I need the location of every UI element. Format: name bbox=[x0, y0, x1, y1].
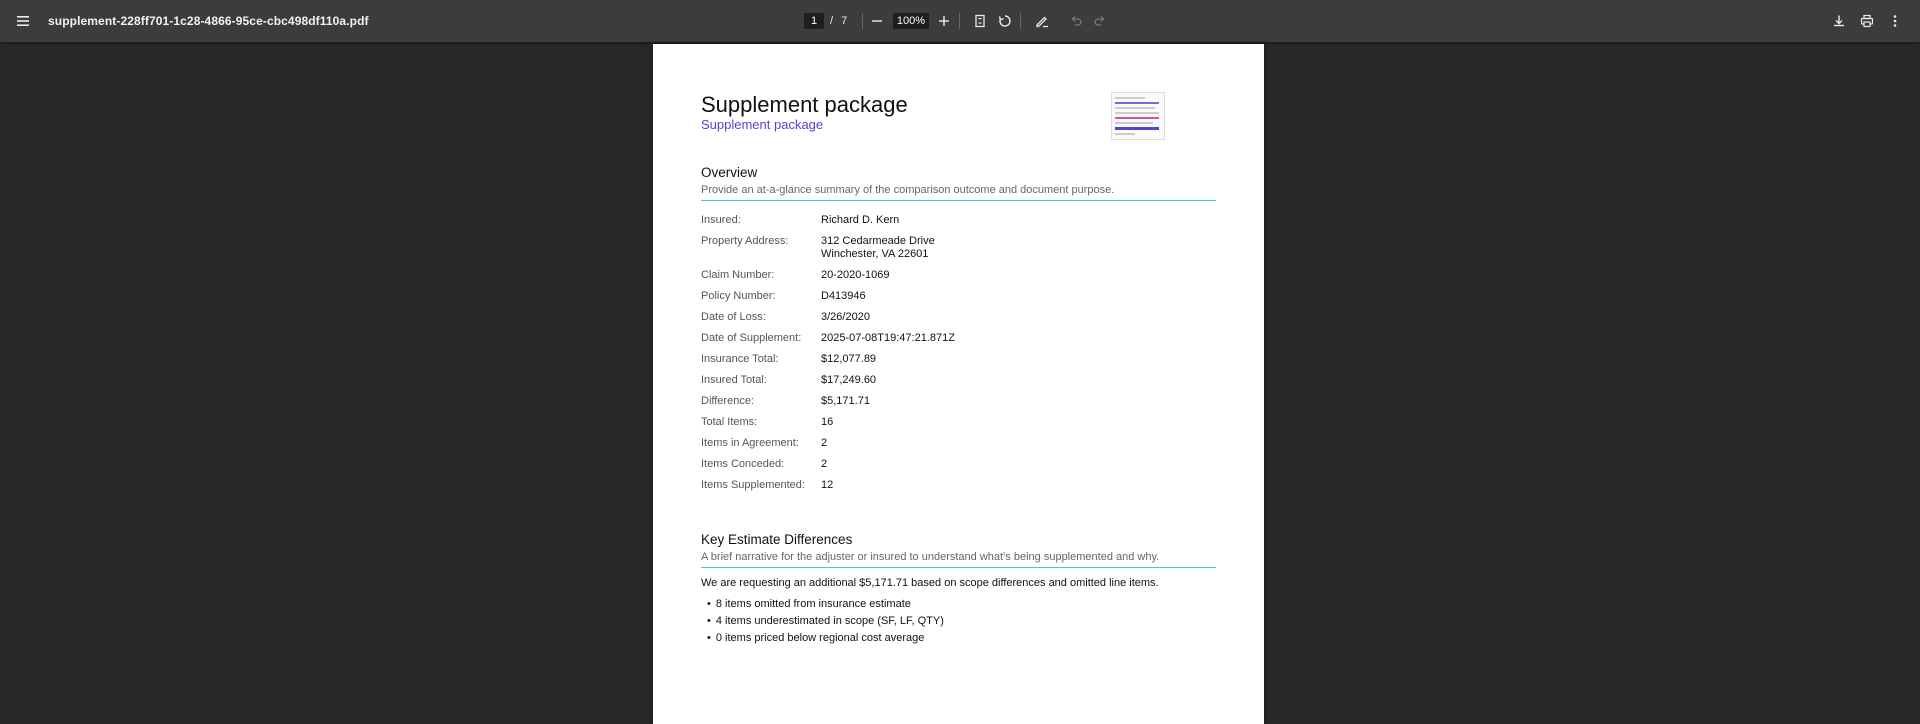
rotate-icon[interactable] bbox=[993, 9, 1017, 33]
download-icon[interactable] bbox=[1827, 9, 1851, 33]
field-label: Insured: bbox=[701, 214, 741, 226]
differences-description: A brief narrative for the adjuster or insured to understand what’s being supplemented and why. bbox=[701, 551, 1160, 563]
overview-heading: Overview bbox=[701, 165, 758, 180]
file-name: supplement-228ff701-1c28-4866-95ce-cbc498df110a.pdf bbox=[48, 14, 369, 28]
overview-fields bbox=[701, 214, 1216, 500]
field-row-difference bbox=[701, 395, 1216, 416]
total-pages: 7 bbox=[841, 15, 848, 27]
field-row-insurance-total bbox=[701, 353, 1216, 374]
menu-icon[interactable] bbox=[11, 9, 35, 33]
field-value: D413946 bbox=[821, 290, 866, 302]
list-item: • 0 items priced below regional cost average bbox=[707, 632, 944, 649]
print-icon[interactable] bbox=[1855, 9, 1879, 33]
toolbar-divider bbox=[959, 13, 960, 29]
pdf-toolbar bbox=[0, 0, 1920, 42]
list-item: • 8 items omitted from insurance estimate bbox=[707, 598, 944, 615]
zoom-in-button[interactable] bbox=[932, 9, 956, 33]
redo-icon[interactable] bbox=[1088, 9, 1112, 33]
field-label: Date of Supplement: bbox=[701, 332, 802, 344]
document-title: Supplement package bbox=[701, 92, 908, 117]
differences-heading: Key Estimate Differences bbox=[701, 532, 853, 547]
field-label: Insurance Total: bbox=[701, 353, 779, 365]
field-row-total-items bbox=[701, 416, 1216, 437]
logo-thumbnail bbox=[1111, 92, 1165, 140]
differences-list bbox=[707, 598, 944, 649]
pdf-page bbox=[653, 44, 1264, 724]
fit-page-icon[interactable] bbox=[968, 9, 992, 33]
field-value: 20-2020-1069 bbox=[821, 269, 890, 281]
overview-divider bbox=[701, 200, 1216, 201]
field-label: Total Items: bbox=[701, 416, 758, 428]
field-value: Richard D. Kern bbox=[821, 214, 900, 226]
field-label: Policy Number: bbox=[701, 290, 776, 302]
differences-divider bbox=[701, 567, 1216, 568]
field-value: 16 bbox=[821, 416, 834, 428]
list-item: • 4 items underestimated in scope (SF, LF, QTY) bbox=[707, 615, 944, 632]
toolbar-divider bbox=[1020, 13, 1021, 29]
field-value: $12,077.89 bbox=[821, 353, 877, 365]
overview-description: Provide an at-a-glance summary of the comparison outcome and document purpose. bbox=[701, 184, 1115, 196]
field-row-insured bbox=[701, 214, 1216, 235]
field-label: Difference: bbox=[701, 395, 754, 407]
toolbar-divider bbox=[862, 13, 863, 29]
field-row-date-of-loss bbox=[701, 311, 1216, 332]
field-value: 2 bbox=[821, 458, 828, 470]
field-label: Property Address: bbox=[701, 235, 789, 247]
field-row-claim-number bbox=[701, 269, 1216, 290]
field-label: Insured Total: bbox=[701, 374, 767, 386]
field-label: Items in Agreement: bbox=[701, 437, 799, 449]
field-label: Items Conceded: bbox=[701, 458, 785, 470]
annotate-icon[interactable] bbox=[1030, 9, 1054, 33]
field-value: 3/26/2020 bbox=[821, 311, 870, 323]
differences-summary: We are requesting an additional $5,171.71 based on scope differences and omitted line items. bbox=[701, 577, 1159, 589]
field-value: $5,171.71 bbox=[821, 395, 870, 407]
field-value: 312 Cedarmeade Drive Winchester, VA 22601 bbox=[821, 235, 935, 260]
page-number-input[interactable]: 1 bbox=[804, 13, 824, 29]
field-label: Date of Loss: bbox=[701, 311, 766, 323]
document-subtitle: Supplement package bbox=[701, 117, 824, 132]
page-separator: / bbox=[830, 15, 834, 27]
field-value: 2 bbox=[821, 437, 828, 449]
field-row-items-supplemented bbox=[701, 479, 1216, 500]
field-row-items-in-agreement bbox=[701, 437, 1216, 458]
field-row-date-of-supplement bbox=[701, 332, 1216, 353]
field-label: Claim Number: bbox=[701, 269, 775, 281]
field-row-property-address bbox=[701, 235, 1216, 269]
field-value: $17,249.60 bbox=[821, 374, 877, 386]
zoom-input[interactable]: 100% bbox=[893, 13, 929, 29]
field-row-items-conceded bbox=[701, 458, 1216, 479]
field-row-insured-total bbox=[701, 374, 1216, 395]
field-value: 12 bbox=[821, 479, 834, 491]
field-row-policy-number bbox=[701, 290, 1216, 311]
field-value: 2025-07-08T19:47:21.871Z bbox=[821, 332, 955, 344]
more-options-icon[interactable] bbox=[1883, 9, 1907, 33]
undo-icon[interactable] bbox=[1064, 9, 1088, 33]
zoom-out-button[interactable] bbox=[865, 9, 889, 33]
field-label: Items Supplemented: bbox=[701, 479, 805, 491]
